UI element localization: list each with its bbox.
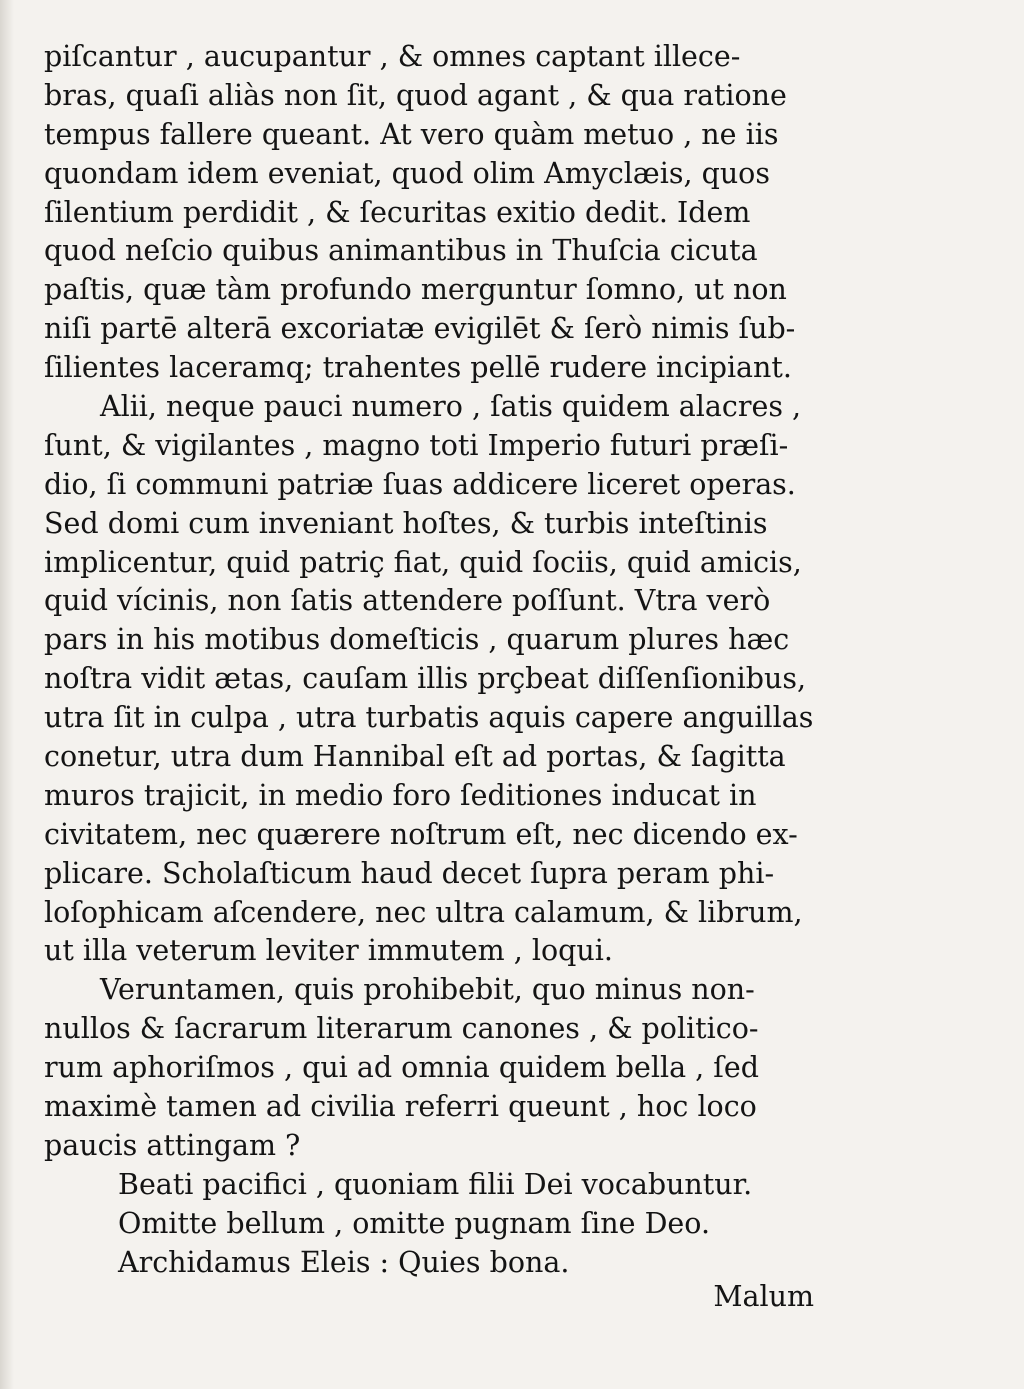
text-line-28: maximè tamen ad civilia referri queunt , hoc loco (44, 1090, 757, 1124)
text-line-29: paucis attingam ? (44, 1128, 301, 1162)
text-line-21: civitatem, nec quærere noſtrum eſt, nec dicendo ex- (44, 817, 798, 851)
text-line-8: niſi partē alterā excoriatæ evigilēt & ſerò nimis ſub- (44, 312, 796, 346)
page-gutter-shadow (0, 0, 14, 1389)
text-line-5: ſilentium perdidit , & ſecuritas exitio dedit. Idem (44, 195, 751, 229)
text-line-22: plicare. Scholaſticum haud decet ſupra peram phi- (44, 856, 775, 890)
quote-line-1: Beati pacifici , quoniam filii Dei vocabuntur. (118, 1167, 753, 1201)
text-line-27: rum aphoriſmos , qui ad omnia quidem bella , ſed (44, 1051, 759, 1085)
text-line-6: quod neſcio quibus animantibus in Thuſcia cicuta (44, 234, 758, 268)
text-line-17: noſtra vidit ætas, cauſam illis prçbeat diſſenſionibus, (44, 662, 807, 696)
text-line-20: muros trajicit, in medio foro ſeditiones inducat in (44, 778, 757, 812)
text-line-2: bras, quaſi aliàs non ſit, quod agant , & qua ratione (44, 78, 787, 112)
text-line-9: ſilientes laceramq; trahentes pellē rudere incipiant. (44, 351, 792, 385)
text-line-11: ſunt, & vigilantes , magno toti Imperio futuri præſi- (44, 428, 789, 462)
text-line-26: nullos & ſacrarum literarum canones , & politico- (44, 1012, 759, 1046)
text-line-18: utra ſit in culpa , utra turbatis aquis capere anguillas (44, 701, 814, 735)
catchword: Malum (713, 1280, 814, 1313)
text-line-1: piſcantur , aucupantur , & omnes captant illece- (44, 40, 741, 73)
text-line-13: Sed domi cum inveniant hoſtes, & turbis inteſtinis (44, 506, 768, 540)
text-line-7: paſtis, quæ tàm profundo merguntur ſomno, ut non (44, 273, 787, 307)
quote-line-2: Omitte bellum , omitte pugnam ſine Deo. (118, 1206, 711, 1240)
page-text-block (44, 38, 834, 1283)
text-line-15: quid vícinis, non ſatis attendere poſſunt. Vtra verò (44, 584, 771, 618)
text-line-25: Veruntamen, quis prohibebit, quo minus non- (100, 973, 755, 1007)
text-line-14: implicentur, quid patriç fiat, quid ſociis, quid amicis, (44, 545, 802, 579)
text-line-24: ut illa veterum leviter immutem , loqui. (44, 934, 613, 968)
text-line-10: Alii, neque pauci numero , ſatis quidem alacres , (100, 390, 802, 424)
text-line-23: loſophicam aſcendere, nec ultra calamum, & librum, (44, 895, 803, 929)
quote-line-3: Archidamus Eleis : Quies bona. (118, 1245, 570, 1279)
text-line-19: conetur, utra dum Hannibal eſt ad portas, & ſagitta (44, 740, 786, 774)
text-line-4: quondam idem eveniat, quod olim Amyclæis, quos (44, 156, 770, 190)
text-line-12: dio, ſi communi patriæ ſuas addicere liceret operas. (44, 467, 796, 501)
text-line-3: tempus fallere queant. At vero quàm metuo , ne iis (44, 117, 779, 151)
text-line-16: pars in his motibus domeſticis , quarum plures hæc (44, 623, 790, 657)
